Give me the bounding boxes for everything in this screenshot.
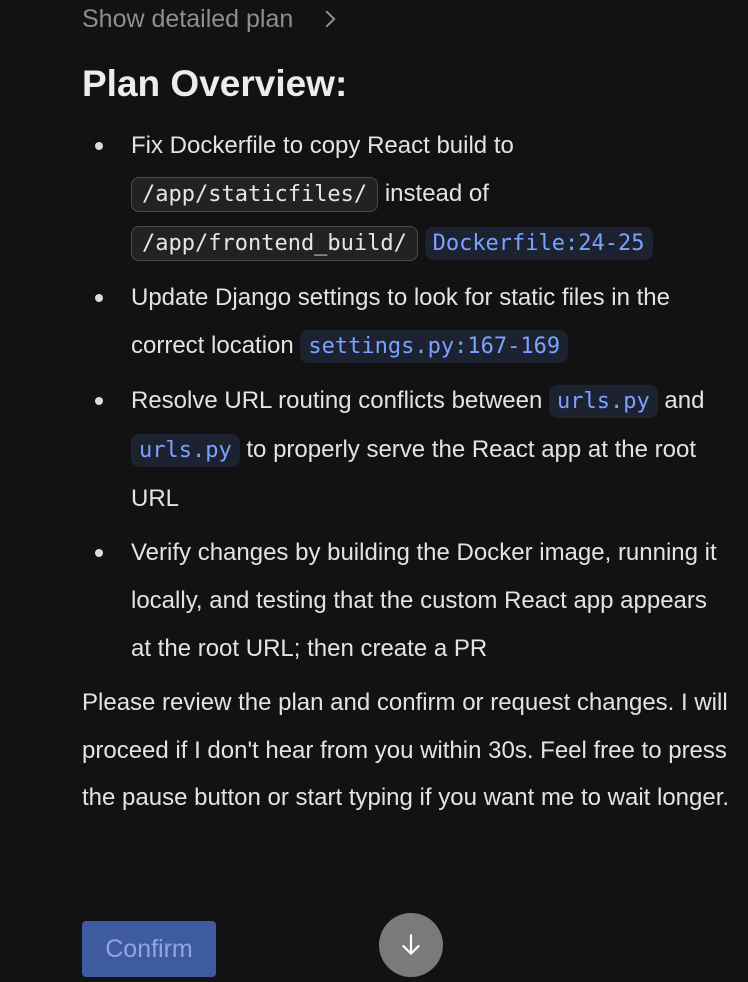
plan-list <box>82 122 732 673</box>
scroll-to-bottom-button[interactable] <box>379 913 443 977</box>
arrow-down-icon <box>398 932 424 958</box>
show-detailed-plan-toggle[interactable] <box>82 0 732 38</box>
inline-code: /app/frontend_build/ <box>131 226 418 261</box>
inline-code: /app/staticfiles/ <box>131 177 378 212</box>
bullet-icon <box>95 397 103 405</box>
chat-message <box>82 0 732 822</box>
file-reference-link[interactable]: settings.py:167-169 <box>300 330 568 363</box>
file-reference-link[interactable]: urls.py <box>131 434 240 467</box>
chevron-right-icon <box>319 11 336 28</box>
plan-item-text: and <box>664 387 705 414</box>
plan-item <box>82 122 732 268</box>
plan-item-text: to properly serve the React app at the root URL <box>131 436 696 512</box>
confirm-button-label: Confirm <box>105 934 193 963</box>
plan-title: Plan Overview: <box>82 63 348 104</box>
bullet-icon <box>95 142 103 150</box>
bullet-icon <box>95 549 103 557</box>
file-reference-link[interactable]: Dockerfile:24-25 <box>425 227 653 260</box>
plan-item-text: Update Django settings to look for static files in the correct location <box>131 284 670 359</box>
plan-item-text: instead of <box>384 180 489 207</box>
plan-item <box>82 529 732 673</box>
plan-item <box>82 377 732 523</box>
plan-item-text: Resolve URL routing conflicts between <box>131 387 543 414</box>
review-request-text: Please review the plan and confirm or request changes. I will proceed if I don't hear from you within 30s. Feel free to press the pause button or start typing if you want me to wait longer. <box>82 689 730 811</box>
confirm-button[interactable] <box>82 921 216 977</box>
plan-item <box>82 274 732 371</box>
show-detailed-plan-label: Show detailed plan <box>82 4 294 33</box>
plan-item-text: Verify changes by building the Docker image, running it locally, and testing that the custom React app appears at the root URL; then create a PR <box>131 539 717 662</box>
file-reference-link[interactable]: urls.py <box>549 385 658 418</box>
bullet-icon <box>95 294 103 302</box>
plan-item-text: Fix Dockerfile to copy React build to <box>131 132 514 159</box>
